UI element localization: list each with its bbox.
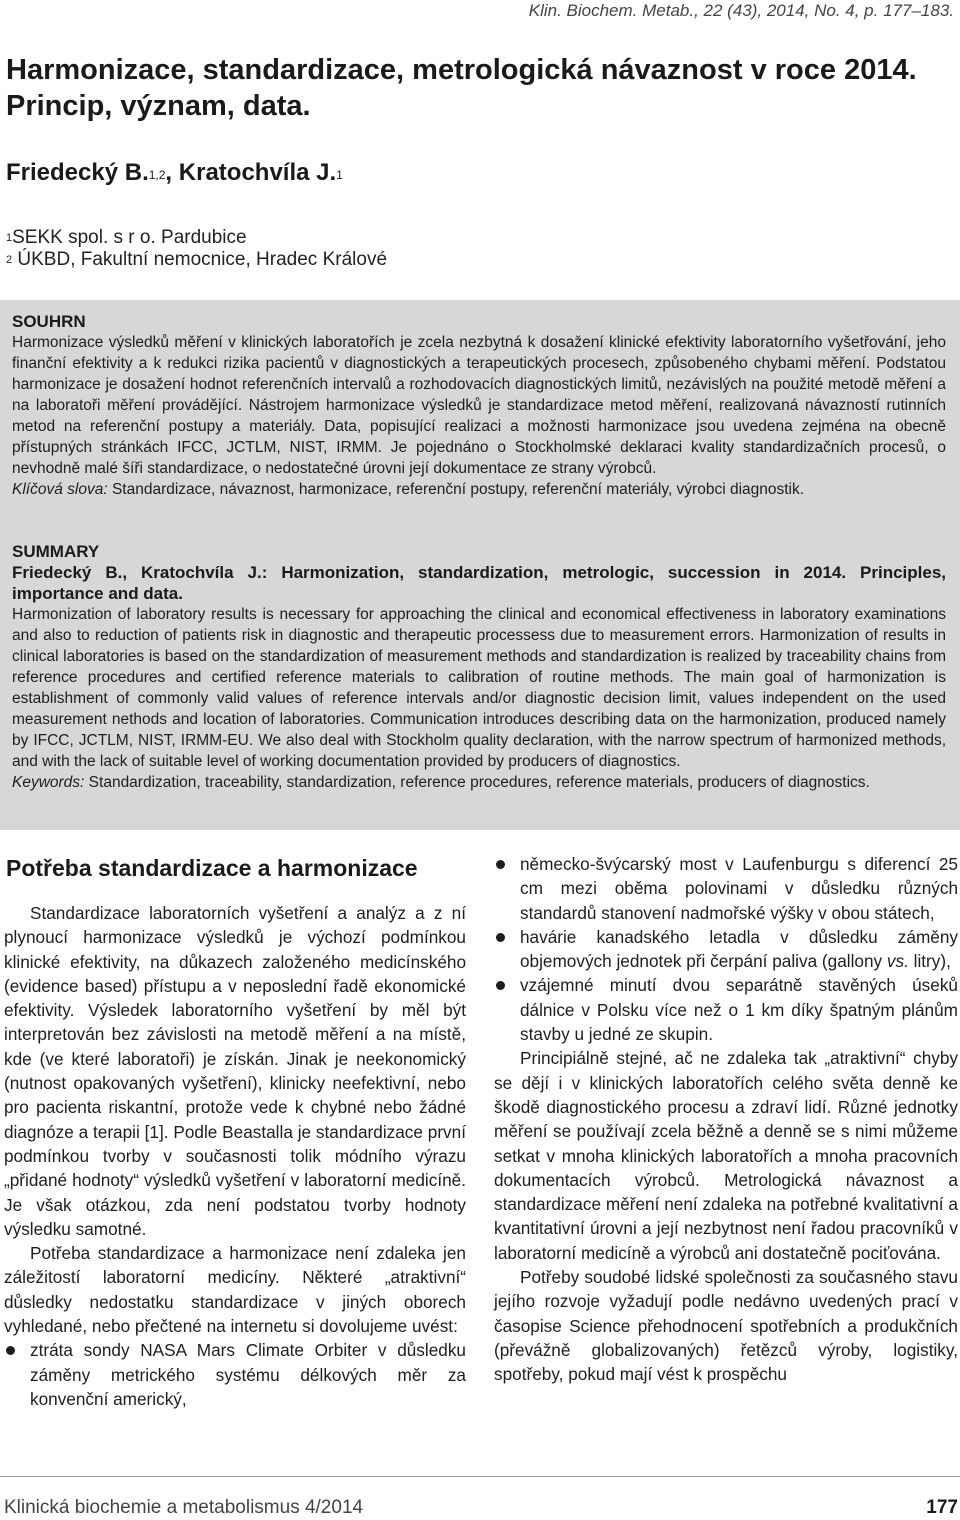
affiliation-number: 1 xyxy=(6,232,13,244)
author-separator: , xyxy=(165,159,179,186)
keywords xyxy=(12,772,946,793)
summary-text: Harmonization of laboratory results is necessary for approaching the clinical and economical effectiveness in laboratory examinations and also to reduction of patients risk in diagnostic and therapeutic processess due to measurement errors. Harmonization of results in clinical laboratories is based on the standardization of measurement methods and standardization is realized by traceability chains from reference procedures and certified reference materials to calibration of routine methods. The main goal of harmonization is establishment of commonly valid values of reference intervals and/or diagnostic decision limit, values independent on the used measurement nethods and location of laboratories. Communication introduces describing data on the harmonization, produced namely by IFCC, JCTLM, NIST, IRMM-EU. We also deal with Stockholm quality declaration, with the narrow spectrum of harmonized methods, and with the lack of suitable level of working documentation provided by producers of diagnostics. xyxy=(12,606,946,770)
affiliation-number: 2 xyxy=(6,254,13,266)
body-paragraph: Potřeby soudobé lidské společnosti za současného stavu jejího rozvoje vyžadují podle nedávno uvedených prací v časopise Science přehodnocení spotřebních a produkčních (převážně globalizovaných) řetězců výroby, logistiky, spotřeby, pokud mají vést k prospěchu xyxy=(494,1267,958,1385)
bullet-icon xyxy=(496,933,505,942)
list-item xyxy=(494,852,958,925)
bullet-icon xyxy=(496,981,505,990)
author-affiliation-marker: 1,2 xyxy=(148,168,166,182)
author-name: Kratochvíla J. xyxy=(178,159,337,186)
section-heading: Potřeba standardizace a harmonizace xyxy=(6,855,418,881)
affiliation-text: SEKK spol. s r o. Pardubice xyxy=(12,227,247,248)
keywords-label: Keywords: xyxy=(12,774,85,791)
souhrn-text: Harmonizace výsledků měření v klinických laboratořích je zcela nezbytná k dosažení klinické efektivity laboratorního vyšetřování, jeho finanční efektivity a k redukci rizika pacientů v diagnostických a terapeutických procesech, způsobeného chybami měření. Podstatou harmonizace je dosažení hodnot referenčních intervalů a rozhodovacích diagnostických limitů, nezávislých na použité metodě měření a na laboratoři měření provádějící. Nástrojem harmonizace výsledků je standardizace metod měření, realizovaná návazností rutinních metod na referenční postupy a materiály. Data, popisující realizaci a možnosti harmonizace jsou uvedena zejména na obecně přístupných stránkách IFCC, JCTLM, NIST, IRMM. Je pojednáno o Stockholmské deklaraci kvality standardizačních procesů, o nevhodně malé šíři standardizace, o nedostatečné úrovni její dokumentace ze strany výrobců. xyxy=(12,334,946,477)
list-item-text: ztráta sondy NASA Mars Climate Orbiter v důsledku záměny metrického systému délkových měr za konvenční americký, xyxy=(30,1340,466,1409)
body-paragraph: Standardizace laboratorních vyšetření a analýz a z ní plynoucí harmonizace výsledků je výchozí podmínkou klinické efektivity, na důkazech založeného medicínského (evidence based) přístupu a v neposlední řadě ekonomické efektivity. Výsledek laboratorního vyšetření by měl být interpretován bez závislosti na metodě měření a na místě, kde (ve které laboratoři) je získán. Jinak je neekonomický (nutnost opakovaných vyšetření), klinicky neefektivní, nebo pro pacienta riskantní, protože vede k chybné nebo žádné diagnóze a terapii [1]. Podle Beastalla je standardizace první podmínkou tvorby v současnosti tolik módního výrazu „přidané hodnoty“ výsledků vyšetření v laboratorní medicíně. Je však otázkou, zda není podstatou tvorby hodnoty výsledku samotné. xyxy=(4,903,466,1239)
footer-journal-name: Klinická biochemie a metabolismus 4/2014 xyxy=(4,1497,364,1518)
list-item-text: vzájemné minutí dvou separátně stavěných úseků dálnice v Polsku více než o 1 km díky špatným plánům stavby u jedné ze skupin. xyxy=(520,975,958,1045)
souhrn-heading: SOUHRN xyxy=(12,312,86,331)
klicova-slova-text: Standardizace, návaznost, harmonizace, referenční postupy, referenční materiály, výrobci diagnostik. xyxy=(107,481,805,498)
list-item-text: havárie kanadského letadla v důsledku záměny objemových jednotek při čerpání paliva (gallony xyxy=(520,926,958,972)
affiliation xyxy=(6,226,247,250)
abstract-box xyxy=(0,300,960,830)
bullet-list xyxy=(4,1338,466,1411)
list-item xyxy=(494,973,958,1046)
list-item-text: německo-švýcarský most v Laufenburgu s diferencí 25 cm mezi oběma polovinami v důsledku různých standardů stanovení nadmořské výšky v obou státech, xyxy=(520,854,958,923)
list-item-text-italic: vs. xyxy=(886,951,909,972)
bullet-icon xyxy=(496,860,505,869)
summary-block xyxy=(12,542,946,793)
bullet-list xyxy=(494,852,958,1046)
author-list xyxy=(6,158,343,188)
summary-title: Friedecký B., Kratochvíla J.: Harmonization, standardization, metrologic, succession in 2014. Principles, importance and data. xyxy=(12,563,946,603)
summary-heading: SUMMARY xyxy=(12,542,100,561)
author-affiliation-marker: 1 xyxy=(336,168,343,182)
page-number: 177 xyxy=(926,1497,958,1518)
klicova-slova-label: Klíčová slova: xyxy=(12,481,108,498)
footer-divider xyxy=(0,1476,960,1477)
souhrn-block xyxy=(12,312,946,500)
list-item xyxy=(494,925,958,974)
affiliation xyxy=(6,248,387,272)
article-title: Harmonizace, standardizace, metrologická návaznost v roce 2014. Princip, význam, data. xyxy=(6,54,917,122)
keywords-text: Standardization, traceability, standardization, reference procedures, reference materials, producers of diagnostics. xyxy=(84,774,870,791)
body-paragraph: Principiálně stejné, ač ne zdaleka tak „atraktivní“ chyby se dějí i v klinických laboratořích celého světa denně ke škodě diagnostického procesu a zdraví lidí. Různé jednotky měření se používají zcela běžně a denně se s nimi můžeme setkat v mnoha klinických laboratořích a mnoha pracovních dokumentacích výrobců. Metrologická návaznost a standardizace měření není zdaleka na potřebné kvalitativní a kvantitativní úrovni a její nezbytnost není řadou pracovníků v laboratorní medicíně a výrobců ani dostatečně pociťována. xyxy=(494,1048,958,1263)
list-item-text: litry), xyxy=(908,951,951,972)
list-item xyxy=(4,1338,466,1411)
right-column xyxy=(494,852,958,1387)
body-paragraph: Potřeba standardizace a harmonizace není zdaleka jen záležitostí laboratorní medicíny. Některé „atraktivní“ důsledky nedostatku standardizace v jiných oborech vyhledané, nebo přečtené na internetu si dovolujeme uvést: xyxy=(4,1243,466,1337)
bullet-icon xyxy=(6,1346,15,1355)
author-name: Friedecký B. xyxy=(6,159,149,186)
journal-reference: Klin. Biochem. Metab., 22 (43), 2014, No. 4, p. 177–183. xyxy=(528,1,954,20)
klicova-slova xyxy=(12,479,946,500)
affiliation-text: ÚKBD, Fakultní nemocnice, Hradec Králové xyxy=(17,249,388,270)
left-column xyxy=(4,901,466,1411)
